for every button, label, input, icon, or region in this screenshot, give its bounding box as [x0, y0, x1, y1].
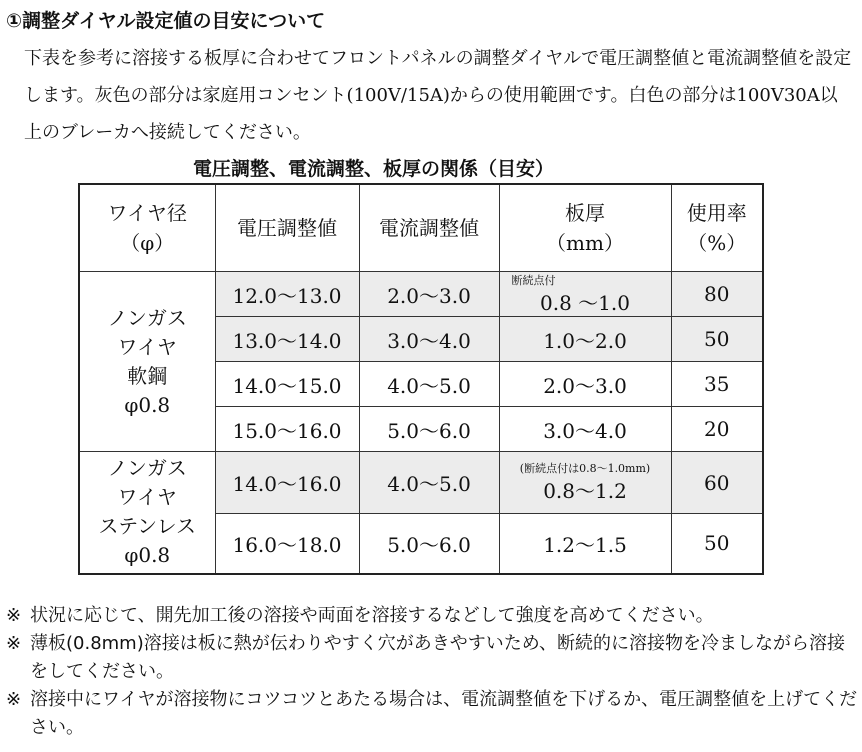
section-heading: ①調整ダイヤル設定値の目安について — [6, 10, 326, 32]
header-voltage: 電圧調整値 — [215, 184, 359, 272]
intro-paragraph: 下表を参考に溶接する板厚に合わせてフロントパネルの調整ダイヤルで電圧調整値と電流調整値を設定します。灰色の部分は家庭用コンセント(100V/15A)からの使用範囲です。白色の部分は100V30A以上のブレーカへ接続してください。 — [24, 48, 852, 143]
table-row — [79, 452, 763, 514]
notes-list — [6, 602, 858, 742]
header-thickness: 板厚 （mm） — [499, 184, 671, 272]
voltage-cell: 15.0～16.0 — [215, 407, 359, 452]
thickness-cell: 2.0～3.0 — [499, 362, 671, 407]
current-cell: 4.0～5.0 — [359, 452, 499, 514]
voltage-cell: 14.0～16.0 — [215, 452, 359, 514]
table-title: 電圧調整、電流調整、板厚の関係（目安） — [193, 158, 555, 180]
note-item: ※ 状況に応じて、開先加工後の溶接や両面を溶接するなどして強度を高めてください。 — [6, 605, 714, 626]
table-header-row — [79, 184, 763, 272]
table-row — [79, 272, 763, 317]
voltage-cell: 16.0～18.0 — [215, 514, 359, 574]
duty-cell: 60 — [671, 452, 763, 514]
thickness-cell: 1.2～1.5 — [499, 514, 671, 574]
thickness-cell: 1.0～2.0 — [499, 317, 671, 362]
note-item: ※ 溶接中にワイヤが溶接物にコツコツとあたる場合は、電流調整値を下げるか、電圧調整値を上げてください。 — [6, 689, 858, 738]
settings-table — [78, 183, 764, 575]
duty-cell: 50 — [671, 317, 763, 362]
current-cell: 2.0～3.0 — [359, 272, 499, 317]
duty-cell: 35 — [671, 362, 763, 407]
duty-cell: 20 — [671, 407, 763, 452]
voltage-cell: 12.0～13.0 — [215, 272, 359, 317]
voltage-cell: 14.0～15.0 — [215, 362, 359, 407]
voltage-cell: 13.0～14.0 — [215, 317, 359, 362]
thickness-cell: 断続点付 0.8 ～1.0 — [499, 272, 671, 317]
note-item: ※ 薄板(0.8mm)溶接は板に熱が伝わりやすく穴があきやすいため、断続的に溶接物を冷ましながら溶接をしてください。 — [6, 633, 846, 682]
wire-cell-mild-steel: ノンガス ワイヤ 軟鋼 φ0.8 — [79, 272, 215, 452]
current-cell: 5.0～6.0 — [359, 407, 499, 452]
duty-cell: 50 — [671, 514, 763, 574]
current-cell: 4.0～5.0 — [359, 362, 499, 407]
current-cell: 3.0～4.0 — [359, 317, 499, 362]
thickness-cell: 3.0～4.0 — [499, 407, 671, 452]
wire-cell-stainless: ノンガス ワイヤ ステンレス φ0.8 — [79, 452, 215, 574]
header-duty: 使用率 （%） — [671, 184, 763, 272]
header-current: 電流調整値 — [359, 184, 499, 272]
header-wire: ワイヤ径 （φ） — [79, 184, 215, 272]
duty-cell: 80 — [671, 272, 763, 317]
thickness-note: 断続点付 — [511, 273, 556, 287]
thickness-cell: (断続点付は0.8～1.0mm) 0.8～1.2 — [499, 452, 671, 514]
thickness-note: (断続点付は0.8～1.0mm) — [519, 462, 651, 475]
current-cell: 5.0～6.0 — [359, 514, 499, 574]
